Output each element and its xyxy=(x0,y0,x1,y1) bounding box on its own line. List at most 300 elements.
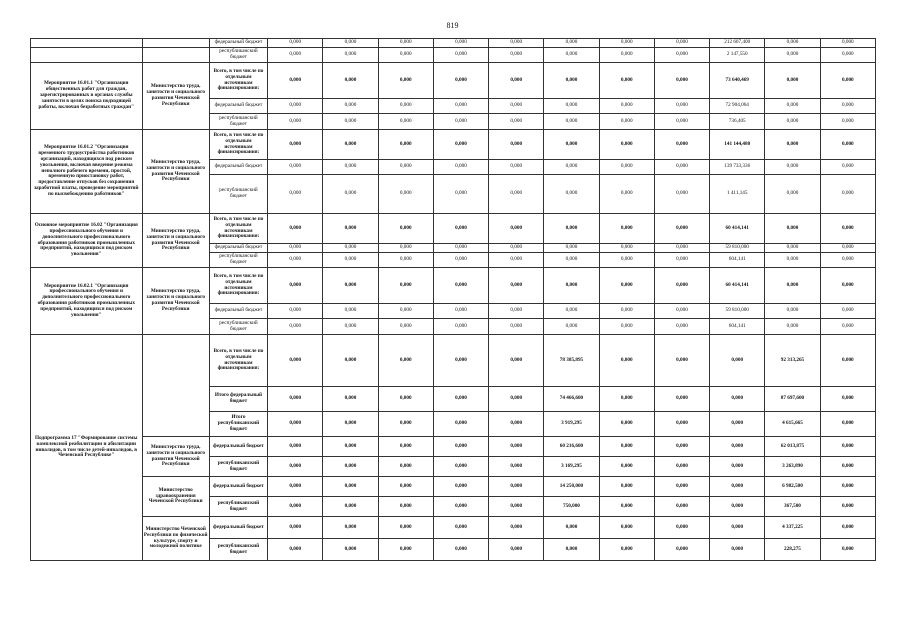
amount-cell: 0,000 xyxy=(820,99,875,114)
page-number: 819 xyxy=(446,21,459,30)
amount-cell: 0,000 xyxy=(820,304,875,319)
amount-cell: 0,000 xyxy=(710,387,765,412)
amount-cell: 0,000 xyxy=(378,253,433,268)
amount-cell: 0,000 xyxy=(544,114,599,130)
funding-source-cell: Итого федеральный бюджет xyxy=(209,387,267,412)
amount-cell: 0,000 xyxy=(378,160,433,175)
amount-cell: 0,000 xyxy=(489,477,544,497)
amount-cell: 0,000 xyxy=(433,517,488,539)
amount-cell: 2 147,550 xyxy=(710,48,765,63)
amount-cell: 0,000 xyxy=(820,48,875,63)
amount-cell: 0,000 xyxy=(654,319,709,335)
amount-cell: 0,000 xyxy=(820,387,875,412)
amount-cell: 0,000 xyxy=(599,175,654,214)
amount-cell: 0,000 xyxy=(378,517,433,539)
amount-cell: 0,000 xyxy=(599,477,654,497)
amount-cell: 0,000 xyxy=(599,517,654,539)
executor-cell: Министерство труда, занятости и социального развития Чеченской Республики xyxy=(142,268,209,335)
funding-source-cell: Всего, в том числе по отдельным источникам финансирования: xyxy=(209,63,267,99)
funding-source-cell: Всего, в том числе по отдельным источникам финансирования: xyxy=(209,130,267,160)
amount-cell: 0,000 xyxy=(599,63,654,99)
table-body xyxy=(31,39,876,561)
amount-cell: 0,000 xyxy=(489,497,544,517)
amount-cell: 0,000 xyxy=(378,48,433,63)
amount-cell: 0,000 xyxy=(268,63,323,99)
amount-cell: 0,000 xyxy=(765,304,820,319)
amount-cell: 6 982,500 xyxy=(765,477,820,497)
amount-cell: 3 169,295 xyxy=(544,457,599,477)
amount-cell: 0,000 xyxy=(323,114,378,130)
funding-source-cell: Всего, в том числе по отдельным источникам финансирования: xyxy=(209,335,267,387)
executor-cell xyxy=(142,39,209,48)
amount-cell: 212 607,400 xyxy=(710,39,765,48)
funding-source-cell: федеральный бюджет xyxy=(209,517,267,539)
amount-cell: 0,000 xyxy=(654,214,709,244)
amount-cell: 0,000 xyxy=(765,130,820,160)
amount-cell: 0,000 xyxy=(599,160,654,175)
amount-cell: 0,000 xyxy=(323,175,378,214)
amount-cell: 0,000 xyxy=(654,175,709,214)
amount-cell: 0,000 xyxy=(765,39,820,48)
program-name-cell: Мероприятие 16.01.2 "Организация временного трудоустройства работников организаций, находящихся под риском увольнения, включая введение режима неполного рабочего времени, простой, временную приостановку работ, предоставление отпусков без сохранения заработной платы, проведение мероприятий по высвобождению работников" xyxy=(31,130,143,214)
amount-cell: 0,000 xyxy=(820,130,875,160)
amount-cell: 0,000 xyxy=(268,304,323,319)
amount-cell: 62 013,875 xyxy=(765,437,820,457)
amount-cell: 0,000 xyxy=(489,457,544,477)
amount-cell: 0,000 xyxy=(820,268,875,304)
funding-source-cell: Итого республиканский бюджет xyxy=(209,412,267,437)
amount-cell: 0,000 xyxy=(544,539,599,561)
funding-source-cell: республиканский бюджет xyxy=(209,253,267,268)
amount-cell: 0,000 xyxy=(433,387,488,412)
amount-cell: 0,000 xyxy=(489,114,544,130)
amount-cell: 73 640,469 xyxy=(710,63,765,99)
amount-cell: 78 385,895 xyxy=(544,335,599,387)
amount-cell: 0,000 xyxy=(820,244,875,253)
amount-cell: 0,000 xyxy=(489,517,544,539)
funding-source-cell: Всего, в том числе по отдельным источникам финансирования: xyxy=(209,268,267,304)
amount-cell: 0,000 xyxy=(710,412,765,437)
amount-cell: 0,000 xyxy=(433,130,488,160)
amount-cell: 0,000 xyxy=(599,48,654,63)
amount-cell: 0,000 xyxy=(654,48,709,63)
amount-cell: 0,000 xyxy=(710,457,765,477)
amount-cell: 0,000 xyxy=(268,268,323,304)
amount-cell: 0,000 xyxy=(489,335,544,387)
amount-cell: 0,000 xyxy=(654,477,709,497)
amount-cell: 59 810,000 xyxy=(710,244,765,253)
amount-cell: 0,000 xyxy=(268,412,323,437)
amount-cell: 0,000 xyxy=(489,319,544,335)
amount-cell: 0,000 xyxy=(433,319,488,335)
amount-cell: 4 337,225 xyxy=(765,517,820,539)
amount-cell: 604,141 xyxy=(710,253,765,268)
executor-cell xyxy=(142,48,209,63)
table-row xyxy=(31,437,876,457)
funding-source-cell: республиканский бюджет xyxy=(209,497,267,517)
amount-cell: 0,000 xyxy=(433,268,488,304)
amount-cell: 0,000 xyxy=(710,335,765,387)
amount-cell: 92 313,265 xyxy=(765,335,820,387)
amount-cell: 0,000 xyxy=(820,517,875,539)
amount-cell: 72 904,064 xyxy=(710,99,765,114)
amount-cell: 0,000 xyxy=(654,539,709,561)
amount-cell: 0,000 xyxy=(489,539,544,561)
amount-cell: 0,000 xyxy=(378,335,433,387)
amount-cell: 0,000 xyxy=(765,114,820,130)
funding-source-cell: федеральный бюджет xyxy=(209,437,267,457)
funding-source-cell: федеральный бюджет xyxy=(209,39,267,48)
amount-cell: 0,000 xyxy=(378,497,433,517)
program-name-cell xyxy=(31,48,143,63)
amount-cell: 0,000 xyxy=(323,63,378,99)
amount-cell: 0,000 xyxy=(378,437,433,457)
amount-cell: 0,000 xyxy=(654,335,709,387)
amount-cell: 0,000 xyxy=(268,99,323,114)
amount-cell: 0,000 xyxy=(654,39,709,48)
funding-source-cell: федеральный бюджет xyxy=(209,99,267,114)
amount-cell: 0,000 xyxy=(599,387,654,412)
amount-cell: 0,000 xyxy=(654,412,709,437)
amount-cell: 0,000 xyxy=(599,253,654,268)
amount-cell: 0,000 xyxy=(544,517,599,539)
amount-cell: 0,000 xyxy=(654,244,709,253)
amount-cell: 0,000 xyxy=(544,39,599,48)
amount-cell: 0,000 xyxy=(323,130,378,160)
amount-cell: 0,000 xyxy=(820,253,875,268)
funding-source-cell: республиканский бюджет xyxy=(209,457,267,477)
amount-cell: 0,000 xyxy=(433,477,488,497)
amount-cell: 0,000 xyxy=(378,130,433,160)
amount-cell: 0,000 xyxy=(433,99,488,114)
amount-cell: 0,000 xyxy=(489,175,544,214)
amount-cell: 0,000 xyxy=(378,268,433,304)
amount-cell: 0,000 xyxy=(820,160,875,175)
amount-cell: 0,000 xyxy=(710,517,765,539)
executor-cell: Министерство труда, занятости и социального развития Чеченской Республики xyxy=(142,130,209,214)
executor-cell: Министерство здравоохранения Чеченской Республики xyxy=(142,477,209,517)
amount-cell: 0,000 xyxy=(378,319,433,335)
amount-cell: 0,000 xyxy=(268,477,323,497)
funding-source-cell: республиканский бюджет xyxy=(209,114,267,130)
table-row xyxy=(31,63,876,99)
amount-cell: 0,000 xyxy=(268,539,323,561)
funding-source-cell: республиканский бюджет xyxy=(209,319,267,335)
amount-cell: 0,000 xyxy=(378,244,433,253)
amount-cell: 0,000 xyxy=(710,477,765,497)
amount-cell: 0,000 xyxy=(268,48,323,63)
amount-cell: 0,000 xyxy=(654,497,709,517)
table-row xyxy=(31,48,876,63)
amount-cell: 0,000 xyxy=(489,304,544,319)
table-row xyxy=(31,214,876,244)
amount-cell: 0,000 xyxy=(433,457,488,477)
amount-cell: 604,141 xyxy=(710,319,765,335)
amount-cell: 228,275 xyxy=(765,539,820,561)
amount-cell: 0,000 xyxy=(323,539,378,561)
amount-cell: 0,000 xyxy=(599,244,654,253)
amount-cell: 0,000 xyxy=(323,99,378,114)
amount-cell: 0,000 xyxy=(323,214,378,244)
amount-cell: 0,000 xyxy=(323,335,378,387)
amount-cell: 0,000 xyxy=(544,253,599,268)
amount-cell: 0,000 xyxy=(654,387,709,412)
program-name-cell: Мероприятие 16.01.1 "Организация общественных работ для граждан, зарегистрированных в органах службы занятости в целях поиска подходящей работы, включая безработных граждан" xyxy=(31,63,143,130)
funding-source-cell: федеральный бюджет xyxy=(209,244,267,253)
amount-cell: 0,000 xyxy=(268,130,323,160)
funding-table xyxy=(30,38,876,561)
amount-cell: 0,000 xyxy=(323,268,378,304)
amount-cell: 0,000 xyxy=(489,99,544,114)
amount-cell: 0,000 xyxy=(654,437,709,457)
program-name-cell xyxy=(31,39,143,48)
amount-cell: 0,000 xyxy=(765,48,820,63)
amount-cell: 0,000 xyxy=(599,437,654,457)
amount-cell: 0,000 xyxy=(544,268,599,304)
amount-cell: 0,000 xyxy=(765,160,820,175)
amount-cell: 0,000 xyxy=(654,130,709,160)
amount-cell: 0,000 xyxy=(378,114,433,130)
amount-cell: 0,000 xyxy=(323,412,378,437)
amount-cell: 0,000 xyxy=(599,457,654,477)
amount-cell: 0,000 xyxy=(378,214,433,244)
amount-cell: 0,000 xyxy=(378,387,433,412)
table-row xyxy=(31,130,876,160)
amount-cell: 0,000 xyxy=(820,539,875,561)
amount-cell: 0,000 xyxy=(433,497,488,517)
amount-cell: 0,000 xyxy=(654,99,709,114)
program-name-cell: Мероприятие 16.02.1 "Организация профессионального обучения и дополнительного профессионального образования работников промышленных предприятий, находящихся под риском увольнения" xyxy=(31,268,143,335)
amount-cell: 0,000 xyxy=(599,497,654,517)
amount-cell: 0,000 xyxy=(599,412,654,437)
amount-cell: 0,000 xyxy=(489,268,544,304)
amount-cell: 736,405 xyxy=(710,114,765,130)
amount-cell: 0,000 xyxy=(820,477,875,497)
amount-cell: 0,000 xyxy=(323,160,378,175)
amount-cell: 0,000 xyxy=(654,457,709,477)
amount-cell: 141 144,480 xyxy=(710,130,765,160)
amount-cell: 0,000 xyxy=(654,268,709,304)
amount-cell: 0,000 xyxy=(710,437,765,457)
amount-cell: 0,000 xyxy=(654,63,709,99)
amount-cell: 0,000 xyxy=(765,319,820,335)
executor-cell: Министерство труда, занятости и социального развития Чеченской Республики xyxy=(142,214,209,268)
amount-cell: 0,000 xyxy=(489,160,544,175)
amount-cell: 0,000 xyxy=(599,319,654,335)
amount-cell: 0,000 xyxy=(433,437,488,457)
amount-cell: 0,000 xyxy=(489,214,544,244)
amount-cell: 0,000 xyxy=(765,175,820,214)
amount-cell: 0,000 xyxy=(654,160,709,175)
amount-cell: 0,000 xyxy=(820,114,875,130)
amount-cell: 0,000 xyxy=(433,304,488,319)
funding-source-cell: федеральный бюджет xyxy=(209,304,267,319)
amount-cell: 3 919,295 xyxy=(544,412,599,437)
amount-cell: 0,000 xyxy=(268,457,323,477)
table-row xyxy=(31,335,876,387)
amount-cell: 0,000 xyxy=(323,39,378,48)
amount-cell: 0,000 xyxy=(710,539,765,561)
amount-cell: 0,000 xyxy=(489,412,544,437)
amount-cell: 0,000 xyxy=(323,437,378,457)
amount-cell: 0,000 xyxy=(268,175,323,214)
funding-source-cell: федеральный бюджет xyxy=(209,160,267,175)
amount-cell: 0,000 xyxy=(654,114,709,130)
amount-cell: 0,000 xyxy=(268,335,323,387)
amount-cell: 0,000 xyxy=(489,130,544,160)
amount-cell: 0,000 xyxy=(544,160,599,175)
amount-cell: 0,000 xyxy=(544,214,599,244)
funding-source-cell: республиканский бюджет xyxy=(209,175,267,214)
executor-cell xyxy=(142,335,209,437)
amount-cell: 0,000 xyxy=(433,114,488,130)
amount-cell: 0,000 xyxy=(378,539,433,561)
amount-cell: 0,000 xyxy=(433,412,488,437)
amount-cell: 0,000 xyxy=(489,39,544,48)
amount-cell: 0,000 xyxy=(820,437,875,457)
amount-cell: 0,000 xyxy=(710,497,765,517)
amount-cell: 0,000 xyxy=(433,160,488,175)
amount-cell: 0,000 xyxy=(765,268,820,304)
amount-cell: 0,000 xyxy=(489,253,544,268)
amount-cell: 0,000 xyxy=(433,175,488,214)
amount-cell: 0,000 xyxy=(378,304,433,319)
amount-cell: 74 466,600 xyxy=(544,387,599,412)
amount-cell: 0,000 xyxy=(433,253,488,268)
amount-cell: 0,000 xyxy=(544,99,599,114)
amount-cell: 0,000 xyxy=(599,39,654,48)
amount-cell: 0,000 xyxy=(268,244,323,253)
amount-cell: 0,000 xyxy=(820,319,875,335)
amount-cell: 0,000 xyxy=(378,457,433,477)
amount-cell: 60 414,141 xyxy=(710,268,765,304)
amount-cell: 0,000 xyxy=(378,63,433,99)
amount-cell: 0,000 xyxy=(323,387,378,412)
amount-cell: 3 263,890 xyxy=(765,457,820,477)
amount-cell: 0,000 xyxy=(599,268,654,304)
amount-cell: 0,000 xyxy=(433,63,488,99)
amount-cell: 0,000 xyxy=(323,319,378,335)
amount-cell: 0,000 xyxy=(544,63,599,99)
amount-cell: 0,000 xyxy=(654,304,709,319)
amount-cell: 0,000 xyxy=(765,99,820,114)
amount-cell: 0,000 xyxy=(544,48,599,63)
amount-cell: 0,000 xyxy=(433,539,488,561)
amount-cell: 0,000 xyxy=(268,160,323,175)
table-row xyxy=(31,517,876,539)
amount-cell: 0,000 xyxy=(268,387,323,412)
amount-cell: 0,000 xyxy=(820,412,875,437)
amount-cell: 0,000 xyxy=(599,99,654,114)
amount-cell: 0,000 xyxy=(765,253,820,268)
funding-source-cell: федеральный бюджет xyxy=(209,477,267,497)
amount-cell: 0,000 xyxy=(378,477,433,497)
table-row xyxy=(31,39,876,48)
amount-cell: 0,000 xyxy=(268,497,323,517)
amount-cell: 87 697,600 xyxy=(765,387,820,412)
program-name-cell: Подпрограмма 17 "Формирование системы комплексной реабилитации и абилитации инвалидов, в том числе детей-инвалидов, в Чеченской Республике" xyxy=(31,335,143,561)
amount-cell: 0,000 xyxy=(599,335,654,387)
amount-cell: 0,000 xyxy=(654,253,709,268)
amount-cell: 0,000 xyxy=(433,214,488,244)
amount-cell: 4 615,665 xyxy=(765,412,820,437)
amount-cell: 0,000 xyxy=(489,387,544,412)
program-name-cell: Основное мероприятие 16.02 "Организация профессионального обучения и дополнительного профессионального образования работников промышленных предприятий, находящихся под риском увольнения" xyxy=(31,214,143,268)
amount-cell: 0,000 xyxy=(378,175,433,214)
executor-cell: Министерство Чеченской Республики по физической культуре, спорту и молодежной политике xyxy=(142,517,209,561)
amount-cell: 0,000 xyxy=(544,244,599,253)
amount-cell: 750,000 xyxy=(544,497,599,517)
amount-cell: 0,000 xyxy=(599,304,654,319)
amount-cell: 0,000 xyxy=(268,214,323,244)
amount-cell: 0,000 xyxy=(268,437,323,457)
amount-cell: 0,000 xyxy=(378,412,433,437)
amount-cell: 0,000 xyxy=(820,497,875,517)
amount-cell: 0,000 xyxy=(489,48,544,63)
amount-cell: 0,000 xyxy=(268,253,323,268)
table-row xyxy=(31,477,876,497)
amount-cell: 0,000 xyxy=(599,539,654,561)
executor-cell: Министерство труда, занятости и социального развития Чеченской Республики xyxy=(142,437,209,477)
amount-cell: 0,000 xyxy=(820,214,875,244)
amount-cell: 0,000 xyxy=(323,497,378,517)
amount-cell: 0,000 xyxy=(544,175,599,214)
amount-cell: 0,000 xyxy=(599,130,654,160)
amount-cell: 0,000 xyxy=(820,457,875,477)
amount-cell: 0,000 xyxy=(323,253,378,268)
amount-cell: 0,000 xyxy=(433,335,488,387)
amount-cell: 60 216,600 xyxy=(544,437,599,457)
amount-cell: 14 250,000 xyxy=(544,477,599,497)
amount-cell: 0,000 xyxy=(765,214,820,244)
amount-cell: 0,000 xyxy=(268,517,323,539)
amount-cell: 0,000 xyxy=(433,48,488,63)
amount-cell: 0,000 xyxy=(433,244,488,253)
amount-cell: 0,000 xyxy=(268,114,323,130)
amount-cell: 0,000 xyxy=(323,477,378,497)
funding-source-cell: республиканский бюджет xyxy=(209,539,267,561)
executor-cell: Министерство труда, занятости и социального развития Чеченской Республики xyxy=(142,63,209,130)
amount-cell: 0,000 xyxy=(378,99,433,114)
amount-cell: 0,000 xyxy=(323,517,378,539)
amount-cell: 0,000 xyxy=(765,244,820,253)
amount-cell: 0,000 xyxy=(654,517,709,539)
amount-cell: 0,000 xyxy=(544,319,599,335)
amount-cell: 60 414,141 xyxy=(710,214,765,244)
amount-cell: 0,000 xyxy=(489,63,544,99)
amount-cell: 367,500 xyxy=(765,497,820,517)
amount-cell: 0,000 xyxy=(433,39,488,48)
amount-cell: 0,000 xyxy=(820,39,875,48)
amount-cell: 0,000 xyxy=(489,244,544,253)
amount-cell: 0,000 xyxy=(544,130,599,160)
amount-cell: 0,000 xyxy=(820,63,875,99)
amount-cell: 0,000 xyxy=(268,39,323,48)
amount-cell: 0,000 xyxy=(820,335,875,387)
amount-cell: 0,000 xyxy=(820,175,875,214)
amount-cell: 0,000 xyxy=(378,39,433,48)
amount-cell: 0,000 xyxy=(544,304,599,319)
amount-cell: 0,000 xyxy=(599,114,654,130)
funding-source-cell: республиканский бюджет xyxy=(209,48,267,63)
amount-cell: 0,000 xyxy=(489,437,544,457)
amount-cell: 0,000 xyxy=(599,214,654,244)
funding-source-cell: Всего, в том числе по отдельным источникам финансирования: xyxy=(209,214,267,244)
amount-cell: 0,000 xyxy=(765,63,820,99)
amount-cell: 139 733,336 xyxy=(710,160,765,175)
table-row xyxy=(31,268,876,304)
amount-cell: 59 810,000 xyxy=(710,304,765,319)
